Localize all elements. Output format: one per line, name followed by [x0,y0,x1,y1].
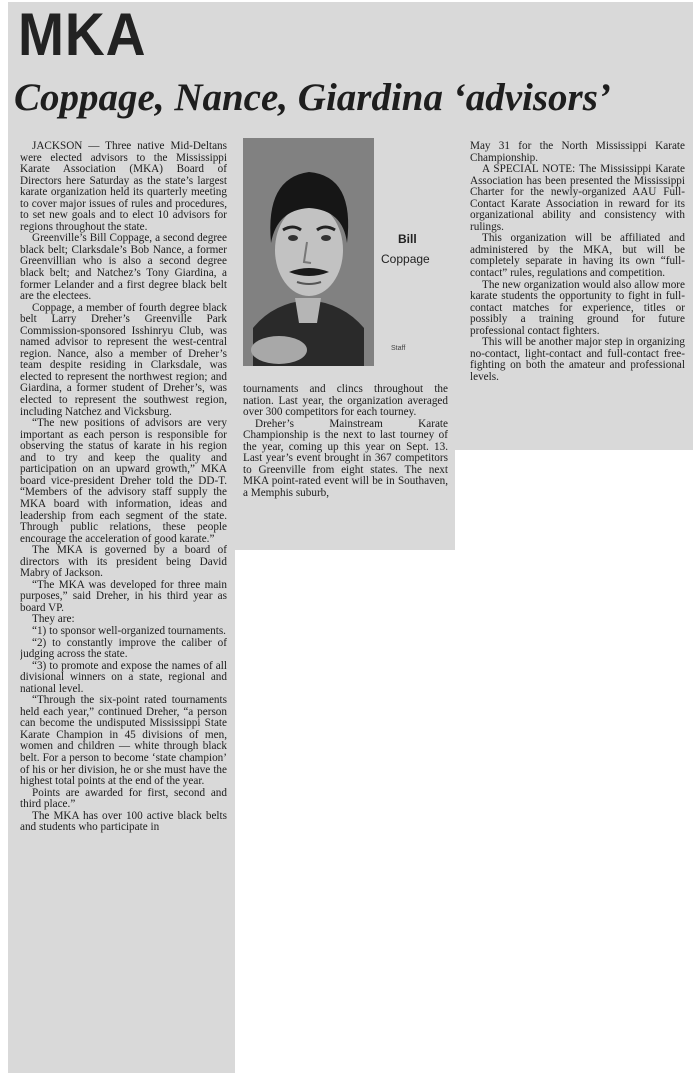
portrait-illustration [243,138,374,366]
photo-block [243,138,448,382]
paragraph: A SPECIAL NOTE: The Mississippi Karate Association has been presented the Mississippi Charter for the newly-organized AAU Full-Contact Karate Association in reward for its organizational ability and consistency with rulings. [470,163,685,233]
left-column [20,141,227,1073]
paragraph: “3) to promote and expose the names of all divisional winners on a state, regional and national level. [20,659,227,695]
paragraph: This organization will be affiliated and administered by the MKA, but will be completely separate in having its own “full-contact” rules, regulations and competition. [470,232,685,280]
caption-last-name: Coppage [381,252,430,266]
portrait-photo [243,138,374,366]
paragraph: Points are awarded for first, second and third place.” [20,786,227,811]
headline: Coppage, Nance, Giardina ‘advisors’ [14,76,611,119]
paragraph: The MKA is governed by a board of directors with its president being David Mabry of Jackson. [20,544,227,580]
paragraph: This will be another major step in organizing no-contact, light-contact and full-contact free-fighting on both the amateur and professional levels. [470,336,685,383]
paragraph: The new organization would also allow more karate students the opportunity to fight in full-contact matches for experience, titles or possibly a training ground for future professional contact fighters. [470,278,685,337]
kicker-heading: MKA [18,1,147,68]
photo-credit: Staff [391,345,406,352]
paragraph: The MKA has over 100 active black belts and students who participate in [20,809,227,834]
caption-first-name: Bill [398,232,417,246]
paragraph: “Through the six-point rated tournaments held each year,” continued Dreher, “a person can become the undisputed Mississippi State Karate Champion in 45 divisions of men, women and children — white through black belt. For a person to become ‘state champion’ of his or her division, he or she must have the highest total points at the end of the year. [20,694,227,788]
paragraph: “1) to sponsor well-organized tournaments. [32,624,226,637]
paragraph: They are: [32,613,75,626]
paragraph: “2) to constantly improve the caliber of judging across the state. [20,636,227,661]
paragraph: Greenville’s Bill Coppage, a second degree black belt; Clarksdale’s Bob Nance, a former Greenvillian who is also a second degree black belt; and Natchez’s Tony Giardina, a former Lelander and a first degree black belt are the electees. [20,232,227,303]
paragraph: Dreher’s Mainstream Karate Championship is the next to last tourney of the year, coming up this year on Sept. 13. Last year’s event brought in 367 competitors to Greenville from eight states. The next MKA point-rated event will be in Southaven, a Memphis suburb, [243,417,448,499]
middle-column [243,384,448,550]
right-column [470,141,685,449]
paragraph: “The new positions of advisors are very important as each person is responsible for observing the status of karate in his region and to try and keep the quality and participation on an upward growth,” MKA board vice-president Dreher told the DD-T. “Members of the advisory staff supply the MKA board with information, ideas and leadership from each segment of the state. Through public relations, these people encourage the acceleration of good karate.” [20,417,227,545]
photo-caption [381,229,448,269]
paragraph: “The MKA was developed for three main purposes,” said Dreher, in his third year as board VP. [20,578,227,614]
paragraph: Coppage, a member of fourth degree black belt Larry Dreher’s Greenville Park Commission-sponsored Isshinryu Club, was named advisor to represent the west-central region. Nance, also a member of Dreher’s team despite residing in Clarksdale, was elected to represent the northwest region; and Giardina, a former student of Dreher’s, was elected to represent the southwest region, including Natchez and Vicksburg. [20,301,227,418]
paragraph: JACKSON — Three native Mid-Deltans were elected advisors to the Mississippi Karate Association (MKA) Board of Directors here Saturday as the state’s largest karate organization held its quarterly meeting to cover major issues of rules and procedures, to set new goals and to elect 10 advisors for regions throughout the state. [20,141,227,233]
paragraph: tournaments and clincs throughout the nation. Last year, the organization averaged over 300 competitors for each tourney. [243,384,448,419]
paragraph: May 31 for the North Mississippi Karate Championship. [470,141,685,164]
